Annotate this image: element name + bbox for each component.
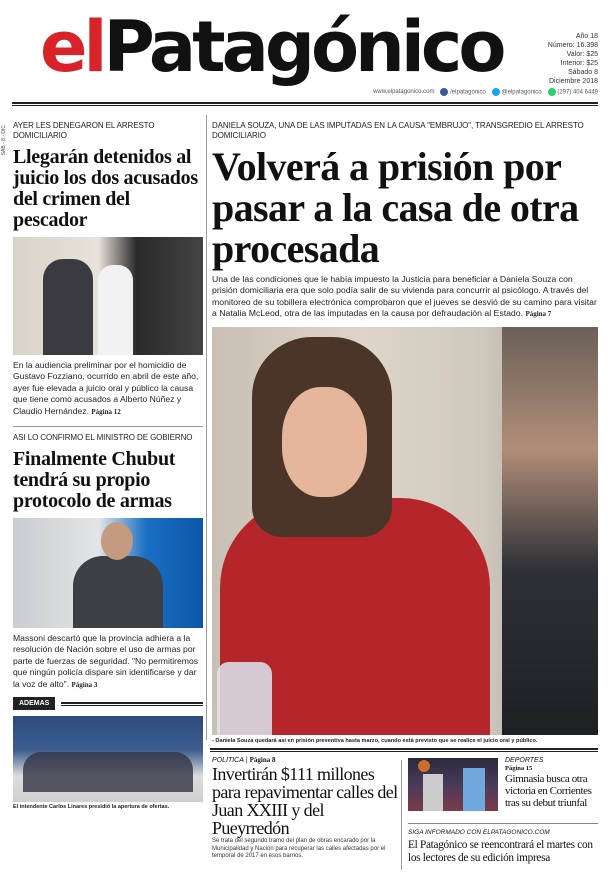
ademas-rule	[61, 702, 203, 706]
politica-headline[interactable]: Invertirán $111 millones para repavimentar calles del Juan XXIII y del Pueyrredón	[212, 764, 398, 838]
siga-column	[408, 829, 603, 865]
deportes-photo	[408, 758, 498, 811]
edition-info: Año 18 Número: 16.398 Valor: $25 Interior: $25 Sábado 8 Diciembre 2018	[547, 33, 598, 85]
deportes-headline[interactable]: Gimnasia busca otra victoria en Corrientes tras su debut triunfal	[505, 773, 592, 809]
twitter-icon	[492, 88, 500, 96]
story2-kicker: ASI LO CONFIRMO EL MINISTRO DE GOBIERNO	[13, 433, 193, 443]
main-caption: - Daniela Souza quedará así en prisión preventiva hasta marzo, cuando está previsto que se realice el juicio oral y público.	[212, 738, 538, 744]
logo: elPatagónico	[40, 6, 503, 88]
ademas-bar	[13, 697, 203, 710]
story2-body: Massoni descartó que la provincia adhiera a la resolución de Nación sobre el uso de armas por parte de fuerzas de seguridad. "No permitiremos que ningún policía dispare sin identificarse y dar la voz de alto". Página 3	[13, 633, 199, 689]
story1-body: En la audiencia preliminar por el homicidio de Gustavo Fozziano, ocurrido en abril de este año, ayer fue elevada a juicio oral y público la causa que tiene como acusados a Alberto Núñez y Claudio Hernández. Página 12	[13, 360, 199, 416]
bottom-divider	[401, 760, 402, 870]
deportes-column	[505, 757, 605, 809]
story1-headline[interactable]: Llegarán detenidos al juicio los dos acusados del crimen del pescador	[13, 146, 198, 231]
main-body: Una de las condiciones que le había impuesto la Justicia para beneficiar a Daniela Souza con prisión domiciliaria era que solo podía salir de su vivienda para concurrir al psicólogo. A través del monitoreo de su tobillera electrónica comprobaron que el jueves se desvió de su camino para visitar a Natalia McLeod, otra de las imputadas en la causa por defraudación al Estado. Página 7	[212, 274, 597, 319]
social-links: www.elpatagonico.com /elpatagonico @elpatagonico (297) 404 6449	[373, 89, 598, 96]
facebook-icon	[440, 88, 448, 96]
website-link[interactable]: www.elpatagonico.com	[373, 89, 435, 95]
siga-headline[interactable]: El Patagónico se reencontrará el martes con los lectores de su edición impresa	[408, 839, 593, 864]
twitter-link[interactable]: @elpatagonico	[501, 89, 542, 96]
main-photo	[212, 327, 598, 735]
side-date: SAB - 8 - DIC	[1, 125, 7, 156]
deportes-section: DEPORTES	[505, 757, 544, 764]
story2-photo	[13, 518, 203, 628]
divider	[13, 426, 203, 427]
story1-kicker: AYER LES DENEGARON EL ARRESTO DOMICILIARIO	[13, 121, 155, 140]
politica-section: POLITICA | Página 8	[212, 756, 276, 764]
politica-body: Se trata del segundo tramo del plan de obras encarado por la Municipalidad y Nación para recuperar las calles afectadas por el temporal de 2017 en esos barrios.	[212, 838, 386, 859]
bottom-caption: El intendente Carlos Linares presidió la apertura de ofertas.	[13, 804, 170, 811]
divider	[408, 823, 598, 824]
whatsapp-icon	[548, 88, 556, 96]
politica-column	[212, 756, 398, 861]
deportes-page: Página 15	[505, 765, 533, 772]
main-column	[212, 121, 598, 745]
ademas-label: ADEMAS	[13, 697, 55, 710]
main-rule	[210, 748, 598, 752]
story1-photo	[13, 237, 203, 355]
main-headline[interactable]: Volverá a prisión por pasar a la casa de otra procesada	[212, 144, 579, 271]
column-divider	[206, 115, 207, 740]
main-kicker: DANIELA SOUZA, UNA DE LAS IMPUTADAS EN LA CAUSA "EMBRUJO", TRANSGREDIO EL ARRESTO DOMICILIARIO	[212, 121, 584, 140]
facebook-link[interactable]: /elpatagonico	[450, 89, 486, 96]
left-column	[13, 121, 203, 811]
siga-kicker: SIGA INFORMADO CON ELPATAGONICO.COM	[408, 829, 550, 836]
story2-headline[interactable]: Finalmente Chubut tendrá su propio protocolo de armas	[13, 448, 176, 513]
masthead-rule	[12, 102, 598, 106]
bottom-photo	[13, 716, 203, 802]
